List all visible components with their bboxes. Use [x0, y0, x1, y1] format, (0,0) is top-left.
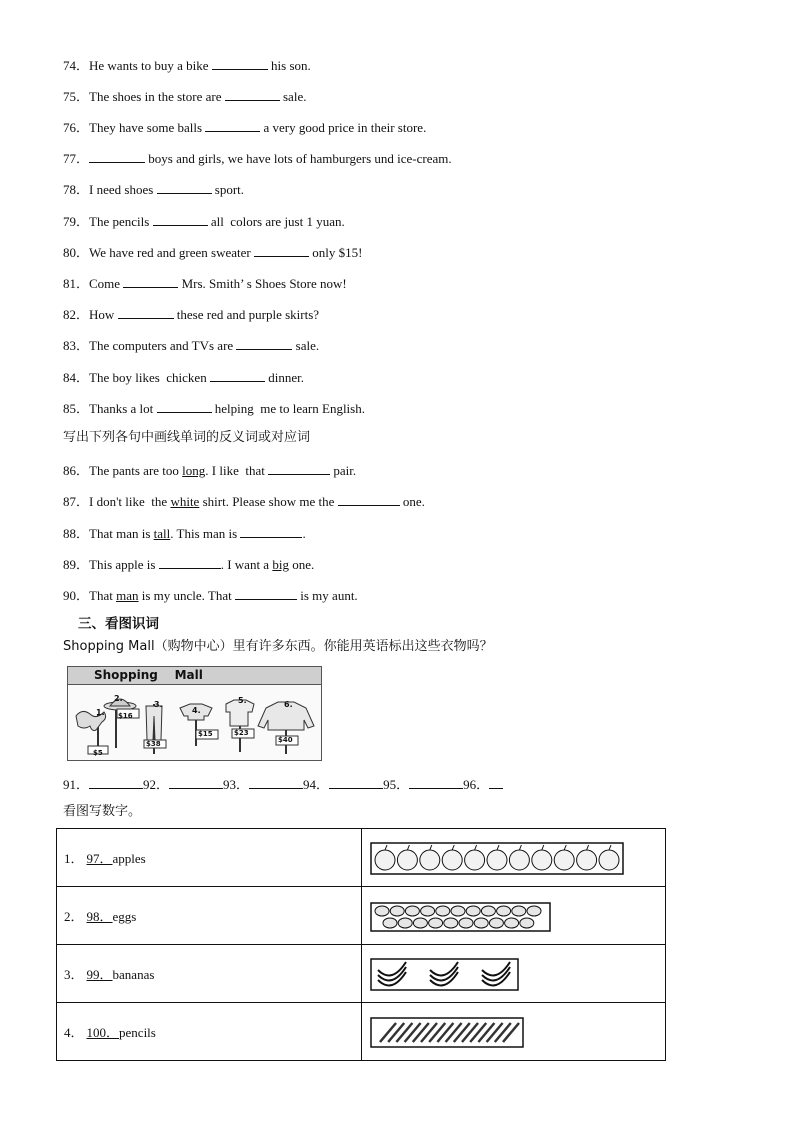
- question-83: [63, 337, 319, 354]
- question-90: [63, 587, 358, 604]
- count-question-cell: [57, 887, 362, 945]
- answer-blank[interactable]: [123, 275, 178, 288]
- question-text: shirt. Please show me the: [199, 494, 338, 509]
- question-text-after: sport.: [211, 182, 245, 197]
- answer-blank[interactable]: [153, 213, 208, 226]
- egg-icon: [520, 918, 534, 928]
- egg-icon: [459, 918, 473, 928]
- count-row: [57, 829, 666, 887]
- question-text: is my uncle. That: [138, 588, 236, 603]
- answer-blank[interactable]: [169, 776, 223, 789]
- answer-blank[interactable]: [157, 181, 212, 194]
- egg-icon: [474, 918, 488, 928]
- apple-icon: [554, 850, 574, 870]
- answer-blank[interactable]: [89, 776, 143, 789]
- item-label: 1.: [96, 708, 105, 717]
- question-text: This apple is: [89, 557, 159, 572]
- question-number: 86．: [63, 463, 90, 478]
- question-text-before: The shoes in the store are: [89, 89, 225, 104]
- answer-blank[interactable]: [489, 776, 503, 789]
- sweater-icon: [258, 702, 314, 754]
- scarf-icon: [76, 711, 108, 754]
- question-text-before: How: [89, 307, 118, 322]
- question-text-after: sale.: [292, 338, 320, 353]
- question-text-after: Mrs. Smith’ s Shoes Store now!: [178, 276, 347, 291]
- question-text-before: Come: [89, 276, 124, 291]
- egg-icon: [466, 906, 480, 916]
- count-instruction: 看图写数字。: [63, 804, 142, 819]
- apple-icon: [577, 850, 597, 870]
- count-row: [57, 1003, 666, 1061]
- question-85: [63, 400, 365, 417]
- item-word: pencils: [119, 1025, 156, 1040]
- question-text: is my aunt.: [297, 588, 358, 603]
- egg-icon: [413, 918, 427, 928]
- answer-blank[interactable]: [235, 587, 297, 600]
- question-number: 79．: [63, 214, 90, 229]
- egg-icon: [489, 918, 503, 928]
- question-88: [63, 525, 306, 542]
- apple-icon: [397, 850, 417, 870]
- question-text: The pants are too: [89, 463, 183, 478]
- egg-icon: [444, 918, 458, 928]
- egg-icon: [421, 906, 435, 916]
- question-87: [63, 493, 425, 510]
- underlined-word: white: [170, 494, 200, 509]
- price-tag: $40: [278, 736, 293, 744]
- egg-icon: [383, 918, 397, 928]
- question-number: 81．: [63, 276, 90, 291]
- egg-group-icon: [370, 902, 551, 932]
- question-text: .: [302, 526, 306, 541]
- question-text-after: his son.: [267, 58, 311, 73]
- answer-blank[interactable]: [338, 493, 400, 506]
- section-three-heading: 三、看图识词: [78, 616, 159, 632]
- shopping-mall-instruction: Shopping Mall（购物中心）里有许多东西。你能用英语标出这些衣物吗？: [63, 639, 493, 654]
- count-picture-cell: [362, 945, 666, 1003]
- answer-number[interactable]: 99．: [86, 967, 113, 982]
- question-text-before: He wants to buy a bike: [89, 58, 212, 73]
- item-word: bananas: [112, 967, 155, 982]
- question-86: [63, 462, 356, 479]
- count-picture-cell: [362, 1003, 666, 1061]
- egg-icon: [390, 906, 404, 916]
- question-text-after: boys and girls, we have lots of hamburgers und ice-cream.: [145, 151, 452, 166]
- answer-blank[interactable]: [329, 776, 383, 789]
- count-row: [57, 945, 666, 1003]
- question-76: [63, 119, 426, 136]
- answer-blank[interactable]: [210, 369, 265, 382]
- row-index: 3．: [64, 967, 84, 982]
- question-number: 74．: [63, 58, 90, 73]
- answer-blank[interactable]: [409, 776, 463, 789]
- question-text: That man is: [89, 526, 154, 541]
- apple-icon: [532, 850, 552, 870]
- answer-blank[interactable]: [236, 337, 292, 350]
- question-text: I don't like the: [89, 494, 171, 509]
- egg-icon: [527, 906, 541, 916]
- question-75: [63, 88, 306, 105]
- question-number: 77．: [63, 151, 90, 166]
- section-antonym-instruction: 写出下列各句中画线单词的反义词或对应词: [63, 430, 311, 445]
- count-question-cell: [57, 829, 362, 887]
- count-picture-cell: [362, 829, 666, 887]
- question-74: [63, 57, 311, 74]
- egg-icon: [451, 906, 465, 916]
- price-tag: $16: [118, 712, 133, 720]
- answer-blank[interactable]: [157, 400, 212, 413]
- apple-icon: [465, 850, 485, 870]
- item-label: 3.: [154, 700, 163, 709]
- egg-icon: [405, 906, 419, 916]
- question-number: 87．: [63, 494, 90, 509]
- question-text-before: Thanks a lot: [89, 401, 157, 416]
- count-row: [57, 887, 666, 945]
- question-number: 76．: [63, 120, 90, 135]
- item-word: apples: [112, 851, 146, 866]
- question-number: 78．: [63, 182, 90, 197]
- egg-icon: [398, 918, 412, 928]
- question-81: [63, 275, 347, 292]
- price-tag: $23: [234, 729, 249, 737]
- price-tag: $15: [198, 730, 213, 738]
- question-number: 90．: [63, 588, 90, 603]
- egg-icon: [481, 906, 495, 916]
- question-text-after: only $15!: [309, 245, 363, 260]
- pencil-group-icon: [370, 1017, 524, 1048]
- question-number: 80．: [63, 245, 90, 260]
- egg-icon: [512, 906, 526, 916]
- mall-sign: Shopping Mall: [68, 667, 321, 685]
- apple-group-icon: [370, 842, 624, 875]
- question-number: 85．: [63, 401, 90, 416]
- underlined-word: long: [182, 463, 206, 478]
- egg-icon: [429, 918, 443, 928]
- item-word: eggs: [112, 909, 137, 924]
- question-text-before: We have red and green sweater: [89, 245, 254, 260]
- question-text-after: helping me to learn English.: [211, 401, 365, 416]
- answers-91-96: [63, 774, 503, 793]
- question-text: . I like that: [205, 463, 269, 478]
- answer-blank[interactable]: [159, 556, 221, 569]
- tshirt-icon: [226, 700, 254, 752]
- egg-icon: [375, 906, 389, 916]
- apple-icon: [599, 850, 619, 870]
- answer-blank[interactable]: [212, 57, 268, 70]
- item-label: 4.: [192, 706, 201, 715]
- banana-group-icon: [370, 958, 519, 991]
- count-picture-cell: [362, 887, 666, 945]
- row-index: 4．: [64, 1025, 84, 1040]
- question-text-before: They have some balls: [89, 120, 206, 135]
- question-text: . I want a: [220, 557, 273, 572]
- question-number: 89．: [63, 557, 90, 572]
- item-label: 5.: [238, 696, 247, 705]
- question-number: 82．: [63, 307, 90, 322]
- apple-icon: [420, 850, 440, 870]
- question-text-before: The boy likes chicken: [89, 370, 210, 385]
- question-text-after: sale.: [279, 89, 307, 104]
- question-number: 75．: [63, 89, 90, 104]
- apple-icon: [442, 850, 462, 870]
- item-label: 6.: [284, 700, 293, 709]
- item-label: 2.: [114, 694, 123, 703]
- question-82: [63, 306, 319, 323]
- apple-icon: [509, 850, 529, 870]
- question-84: [63, 369, 304, 386]
- clothes-illustration: [68, 684, 321, 760]
- question-text: one.: [399, 494, 425, 509]
- question-number: 83．: [63, 338, 90, 353]
- apple-icon: [375, 850, 395, 870]
- answer-blank[interactable]: [268, 462, 330, 475]
- row-index: 1．: [64, 851, 84, 866]
- answer-number: 96．: [463, 777, 490, 792]
- answer-blank[interactable]: [225, 88, 280, 101]
- count-table: [56, 828, 666, 1061]
- answer-blank[interactable]: [249, 776, 303, 789]
- answer-number: 95．: [383, 777, 410, 792]
- count-question-cell: [57, 945, 362, 1003]
- question-number: 84．: [63, 370, 90, 385]
- question-text-after: all colors are just 1 yuan.: [207, 214, 345, 229]
- answer-blank[interactable]: [205, 119, 260, 132]
- question-text: That: [89, 588, 117, 603]
- answer-blank[interactable]: [89, 150, 145, 163]
- question-text-before: The pencils: [89, 214, 153, 229]
- answer-number: 91．: [63, 777, 90, 792]
- question-text: . This man is: [170, 526, 241, 541]
- underlined-word: big: [272, 557, 289, 572]
- price-tag: $38: [146, 740, 161, 748]
- answer-number[interactable]: 100．: [86, 1025, 120, 1040]
- answer-number: 93．: [223, 777, 250, 792]
- hat-icon: [104, 699, 139, 748]
- question-text-after: a very good price in their store.: [260, 120, 427, 135]
- question-77: [63, 150, 452, 167]
- shopping-mall-image: [67, 666, 322, 761]
- answer-number[interactable]: 98．: [86, 909, 113, 924]
- underlined-word: tall: [153, 526, 171, 541]
- question-number: 88．: [63, 526, 90, 541]
- question-text-before: The computers and TVs are: [89, 338, 237, 353]
- underlined-word: man: [116, 588, 139, 603]
- answer-number[interactable]: 97．: [86, 851, 113, 866]
- question-79: [63, 213, 345, 230]
- count-question-cell: [57, 1003, 362, 1061]
- row-index: 2．: [64, 909, 84, 924]
- question-text-before: I need shoes: [89, 182, 157, 197]
- egg-icon: [497, 906, 511, 916]
- answer-number: 92．: [143, 777, 170, 792]
- question-text: one.: [288, 557, 315, 572]
- question-78: [63, 181, 244, 198]
- question-text: pair.: [330, 463, 357, 478]
- answer-blank[interactable]: [240, 525, 302, 538]
- question-80: [63, 244, 362, 261]
- price-tag: $5: [93, 749, 103, 757]
- apple-icon: [487, 850, 507, 870]
- egg-icon: [505, 918, 519, 928]
- answer-blank[interactable]: [254, 244, 309, 257]
- question-89: [63, 556, 314, 573]
- question-text-after: dinner.: [264, 370, 304, 385]
- answer-number: 94．: [303, 777, 330, 792]
- answer-blank[interactable]: [118, 306, 174, 319]
- egg-icon: [436, 906, 450, 916]
- question-text-after: these red and purple skirts?: [173, 307, 320, 322]
